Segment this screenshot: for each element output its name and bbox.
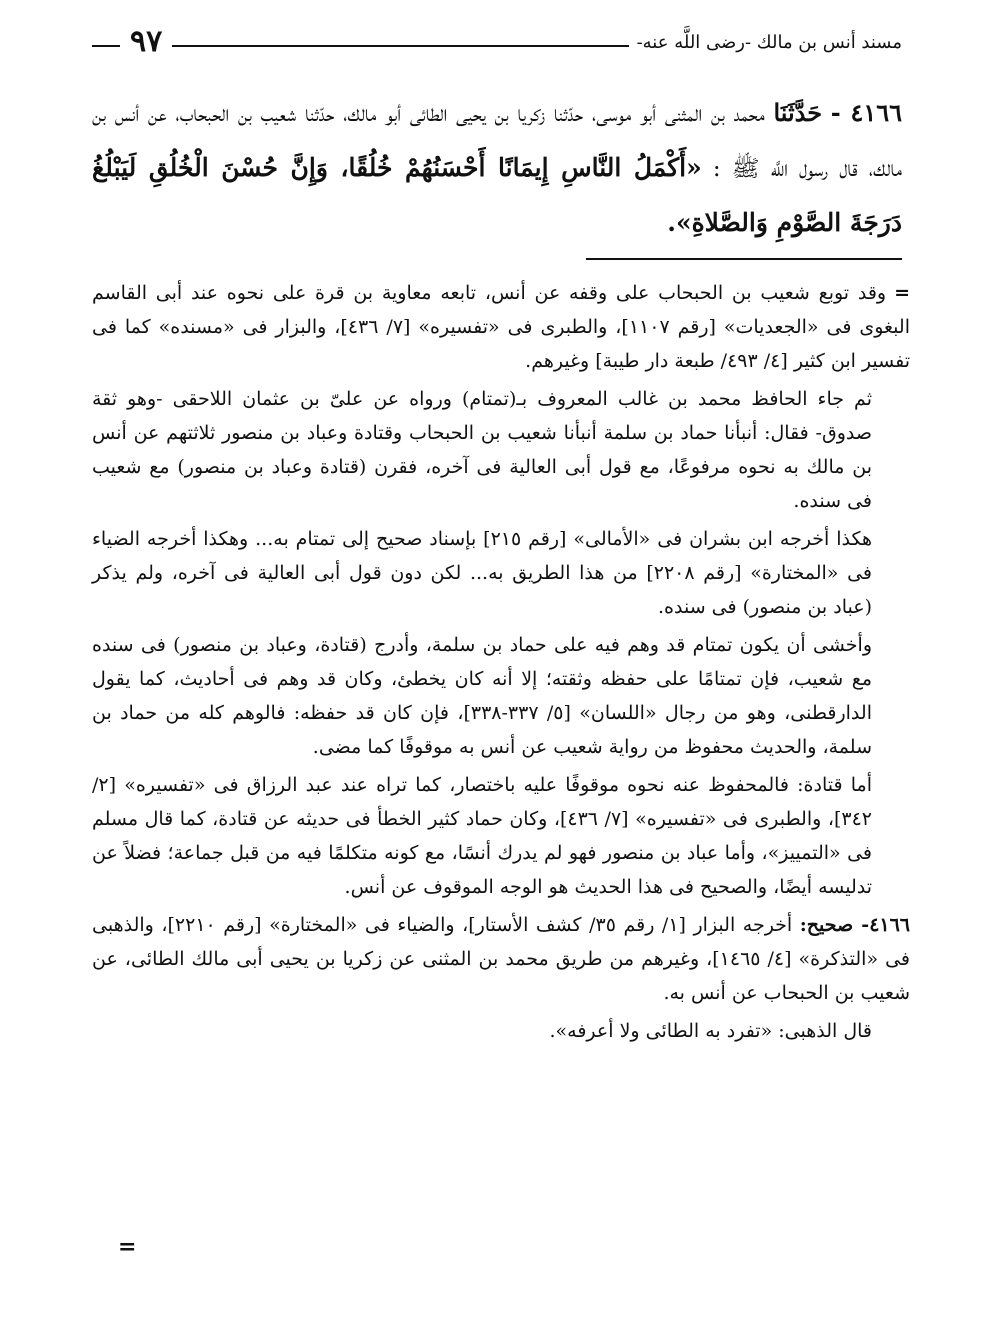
- page-number: ٩٧: [120, 24, 172, 59]
- hadith-matn: «أَكْمَلُ النَّاسِ إِيمَانًا أَحْسَنُهُمْ خُلُقًا، وَإِنَّ حُسْنَ الْخُلُقِ لَيَبْلُغُ دَرَجَةَ الصَّوْمِ وَالصَّلاةِ».: [92, 153, 902, 237]
- takhrij-text: أخرجه البزار [١/ رقم ٣٥/ كشف الأستار]، والضياء فى «المختارة» [رقم ٢٢١٠]، والذهبى فى «التذكرة» [٤/ ١٤٦٥]، وغيرهم من طريق محمد بن المثنى عن زكريا بن يحيى أبى مالك الطائى، عن شعيب بن الحبحاب عن أنس به.: [92, 914, 910, 1004]
- hadith-text: [92, 86, 902, 251]
- footnote-paragraph: أما قتادة: فالمحفوظ عنه نحوه موقوفًا عليه باختصار، كما تراه عند عبد الرزاق فى «تفسيره» [٢/ ٣٤٢]، والطبرى فى «تفسيره» [٧/ ٤٣٦]، وكان حماد كثير الخطأ فى حديثه عن قتادة، كما قال مسلم فى «التمييز»، وأما عباد بن منصور فهو لم يدرك أنسًا، مع كونه متكلمًا فيه من قبل جماعة؛ فضلاً عن تدليسه أيضًا، والصحيح فى هذا الحديث هو الوجه الموقوف عن أنس.: [92, 774, 872, 898]
- footnote-paragraph: ثم جاء الحافظ محمد بن غالب المعروف بـ(تمتام) ورواه عن علىّ بن عثمان اللاحقى -وهو ثقة صدوق- فقال: أنبأنا حماد بن سلمة أنبأنا شعيب بن الحبحاب وقتادة وعباد بن منصور ثلاثتهم عن أنس بن مالك به نحوه مرفوعًا، مع قول أبى العالية فى آخره، فقرن (قتادة وعباد بن منصور) مع شعيب فى سنده.: [92, 388, 872, 512]
- header-dash: [92, 45, 112, 47]
- footnote-separator: [586, 258, 902, 260]
- running-title: مسند أنس بن مالك -رضى اللَّه عنه-: [629, 32, 902, 53]
- isnad-lead: حَدَّثَنَا: [773, 98, 823, 127]
- takhrij-paragraph: [92, 908, 910, 1010]
- hadith-number: ٤١٦٦ -: [830, 98, 903, 127]
- page-header: [92, 24, 902, 68]
- hadith-isnad: محمد بن المثنى أبو موسى، حدّثنا زكريا بن يحيى الطائى أبو مالك، حدّثنا شعيب بن الحبحاب، عن أنس بن مالك، قال رسول اللَّه ﷺ :: [92, 101, 903, 182]
- footnote-paragraph: هكذا أخرجه ابن بشران فى «الأمالى» [رقم ٢١٥] بإسناد صحيح إلى تمتام به... وهكذا أخرجه الضياء فى «المختارة» [رقم ٢٢٠٨] من هذا الطريق به... لكن دون قول أبى العالية فى آخره، ولم يذكر (عباد بن منصور) فى سنده.: [92, 528, 873, 618]
- footnote-paragraph: [92, 276, 910, 378]
- footnote-text: وقد توبع شعيب بن الحبحاب على وقفه عن أنس، تابعه معاوية بن قرة على نحوه عند أبى القاسم البغوى فى «الجعديات» [رقم ١١٠٧]، والطبرى فى «تفسيره» [٧/ ٤٣٦]، والبزار فى «مسنده» كما فى تفسير ابن كثير [٤/ ٤٩٣/ طبعة دار طيبة] وغيرهم.: [92, 282, 910, 372]
- dhahabi-quote: قال الذهبى: «تفرد به الطائى ولا أعرفه».: [549, 1020, 872, 1042]
- takhrij-label: ٤١٦٦- صحيح:: [799, 914, 911, 936]
- end-continuation-mark: =: [118, 1234, 137, 1260]
- continuation-mark: =: [894, 282, 910, 304]
- footnotes: [92, 276, 910, 1048]
- footnote-paragraph: وأخشى أن يكون تمتام قد وهم فيه على حماد بن سلمة، وأدرج (قتادة، وعباد بن منصور) فى سنده مع شعيب، فإن تمتامًا على حفظه وثقته؛ إلا أنه كان يخطئ، وكان قد وهم فى أحاديث، كما يقول الدارقطنى، وهو من رجال «اللسان» [٥/ ٣٣٧-٣٣٨]، فإن كان قد حفظه: فالوهم كله من حماد بن سلمة، والحديث محفوظ من رواية شعيب عن أنس به موقوفًا كما مضى.: [92, 634, 872, 758]
